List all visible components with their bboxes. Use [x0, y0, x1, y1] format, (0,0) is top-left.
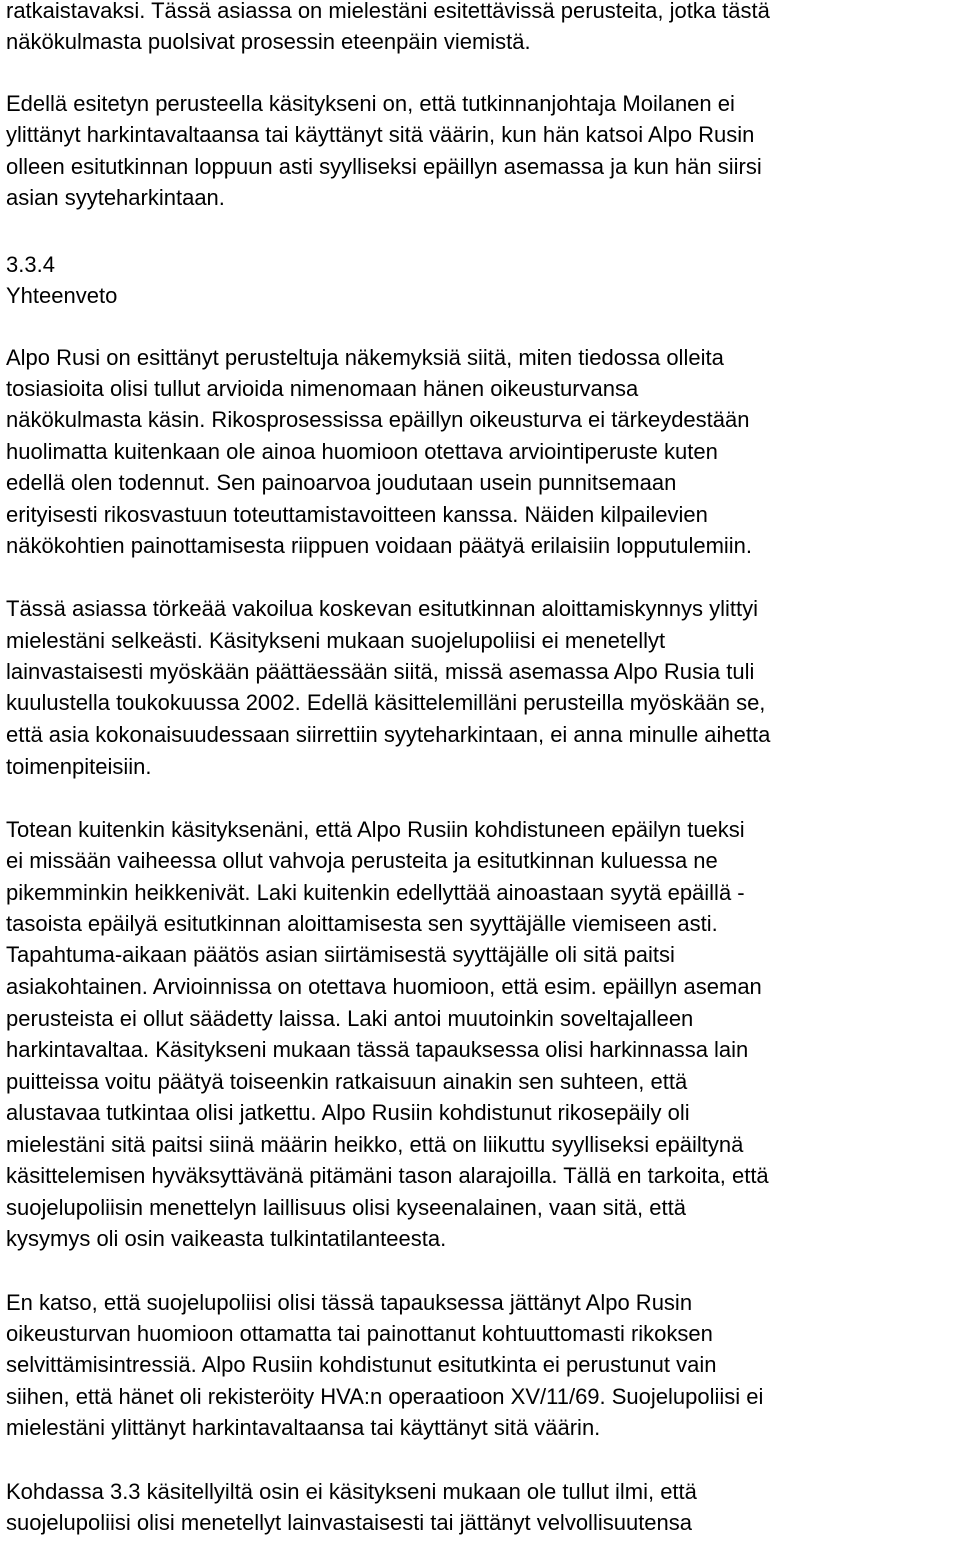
text-line: kysymys oli osin vaikeasta tulkintatilanteesta.: [6, 1226, 447, 1251]
text-line: suojelupoliisin menettelyn laillisuus olisi kyseenalainen, vaan sitä, että: [6, 1195, 686, 1220]
text-line: tasoista epäilyä esitutkinnan aloittamisesta sen syyttäjälle viemiseen asti.: [6, 911, 718, 936]
text-line: asiakohtainen. Arvioinnissa on otettava huomioon, että esim. epäillyn aseman: [6, 974, 762, 999]
text-line: perusteista ei ollut säädetty laissa. Laki antoi muutoinkin soveltajalleen: [6, 1006, 694, 1031]
text-line: ratkaistavaksi. Tässä asiassa on mielestäni esitettävissä perusteita, jotka tästä: [6, 0, 770, 23]
text-line: Edellä esitetyn perusteella käsitykseni on, että tutkinnanjohtaja Moilanen ei: [6, 91, 735, 116]
text-line: mielestäni sitä paitsi siinä määrin heikko, että on liikuttu syylliseksi epäiltynä: [6, 1132, 744, 1157]
text-line: Alpo Rusi on esittänyt perusteltuja näkemyksiä siitä, miten tiedossa olleita: [6, 345, 724, 370]
text-line: näkökulmasta käsin. Rikosprosessissa epäillyn oikeusturva ei tärkeydestään: [6, 407, 750, 432]
text-line: lainvastaisesti myöskään päättäessään siitä, missä asemassa Alpo Rusia tuli: [6, 659, 755, 684]
text-line: Tapahtuma-aikaan päätös asian siirtämisestä syyttäjälle oli sitä paitsi: [6, 942, 675, 967]
text-line: mielestäni ylittänyt harkintavaltaansa tai käyttänyt sitä väärin.: [6, 1415, 601, 1440]
text-line: Kohdassa 3.3 käsitellyiltä osin ei käsitykseni mukaan ole tullut ilmi, että: [6, 1479, 697, 1504]
section-heading: Yhteenveto: [6, 283, 118, 308]
text-line: olleen esitutkinnan loppuun asti syylliseksi epäillyn asemassa ja kun hän siirsi: [6, 154, 762, 179]
text-line: asian syyteharkintaan.: [6, 185, 225, 210]
text-line: huolimatta kuitenkaan ole ainoa huomioon otettava arviointiperuste kuten: [6, 439, 718, 464]
text-line: harkintavaltaa. Käsitykseni mukaan tässä tapauksessa olisi harkinnassa lain: [6, 1037, 749, 1062]
text-line: ylittänyt harkintavaltaansa tai käyttänyt sitä väärin, kun hän katsoi Alpo Rusin: [6, 122, 755, 147]
text-line: erityisesti rikosvastuun toteuttamistavoitteen kanssa. Näiden kilpailevien: [6, 502, 708, 527]
text-line: ei missään vaiheessa ollut vahvoja perusteita ja esitutkinnan kuluessa ne: [6, 848, 718, 873]
text-line: että asia kokonaisuudessaan siirrettiin syyteharkintaan, ei anna minulle aihetta: [6, 722, 771, 747]
section-number: 3.3.4: [6, 252, 55, 277]
text-line: pikemminkin heikkenivät. Laki kuitenkin edellyttää ainoastaan syytä epäillä -: [6, 880, 745, 905]
text-line: toimenpiteisiin.: [6, 754, 152, 779]
text-line: En katso, että suojelupoliisi olisi tässä tapauksessa jättänyt Alpo Rusin: [6, 1290, 693, 1315]
text-line: selvittämisintressiä. Alpo Rusiin kohdistunut esitutkinta ei perustunut vain: [6, 1352, 717, 1377]
text-line: Tässä asiassa törkeää vakoilua koskevan esitutkinnan aloittamiskynnys ylittyi: [6, 596, 759, 621]
text-line: oikeusturvan huomioon ottamatta tai painottanut kohtuuttomasti rikoksen: [6, 1321, 713, 1346]
text-line: näkökohtien painottamisesta riippuen voidaan päätyä erilaisiin lopputulemiin.: [6, 533, 753, 558]
text-line: alustavaa tutkintaa olisi jatkettu. Alpo Rusiin kohdistunut rikosepäily oli: [6, 1100, 690, 1125]
text-line: kuulustella toukokuussa 2002. Edellä käsittelemilläni perusteilla myöskään se,: [6, 690, 766, 715]
text-line: käsittelemisen hyväksyttävänä pitämäni tason alarajoilla. Tällä en tarkoita, että: [6, 1163, 769, 1188]
text-line: puitteissa voitu päätyä toiseenkin ratkaisuun ainakin sen suhteen, että: [6, 1069, 688, 1094]
text-line: siihen, että hänet oli rekisteröity HVA:n operaatioon XV/11/69. Suojelupoliisi ei: [6, 1384, 764, 1409]
text-line: suojelupoliisi olisi menetellyt lainvastaisesti tai jättänyt velvollisuutensa: [6, 1510, 693, 1535]
text-line: tosiasioita olisi tullut arvioida nimenomaan hänen oikeusturvansa: [6, 376, 639, 401]
text-line: näkökulmasta puolsivat prosessin eteenpäin viemistä.: [6, 29, 531, 54]
text-line: edellä olen todennut. Sen painoarvoa joudutaan usein punnitsemaan: [6, 470, 677, 495]
text-line: mielestäni selkeästi. Käsitykseni mukaan suojelupoliisi ei menetellyt: [6, 628, 666, 653]
text-line: Totean kuitenkin käsityksenäni, että Alpo Rusiin kohdistuneen epäilyn tueksi: [6, 817, 745, 842]
